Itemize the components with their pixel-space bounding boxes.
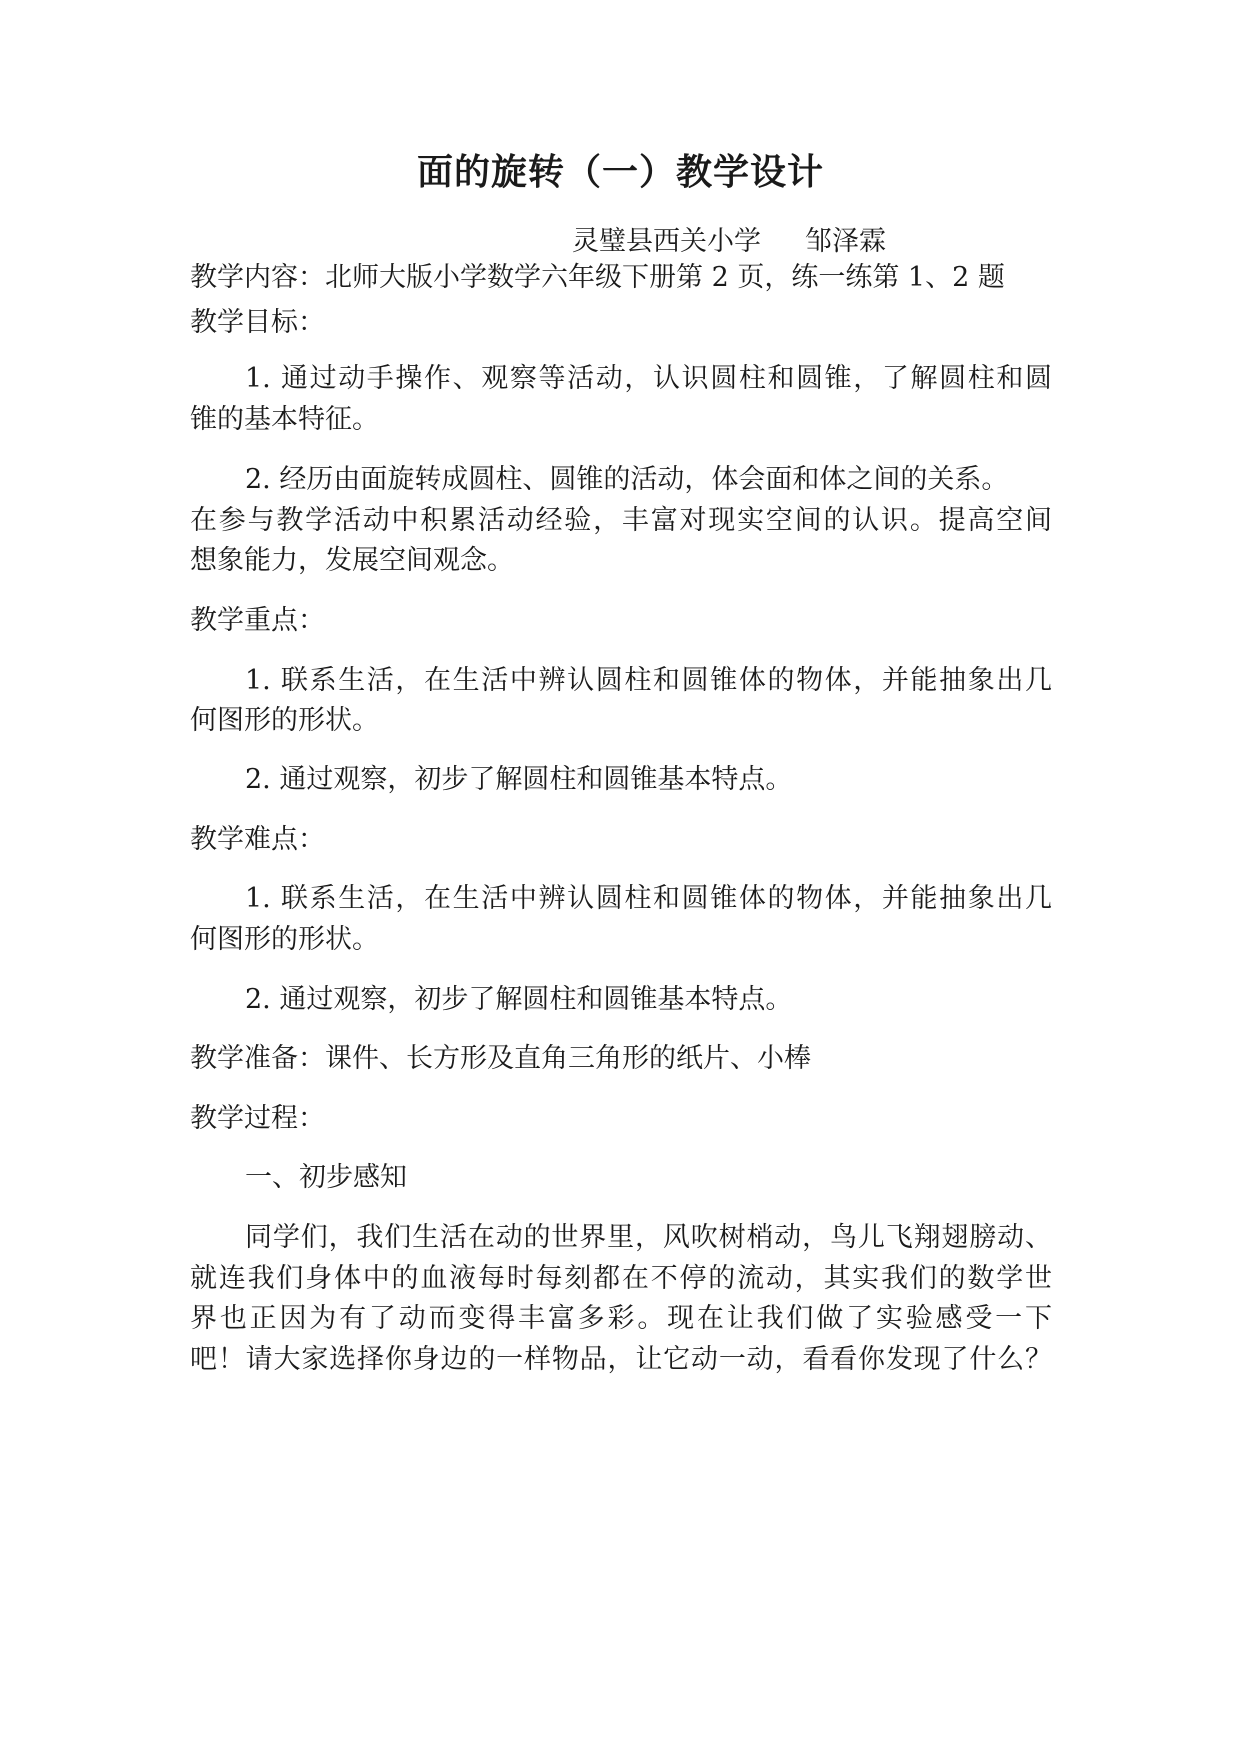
- paragraph-line: 1. 联系生活，在生活中辨认圆柱和圆锥体的物体，并能抽象出几: [245, 883, 1052, 914]
- paragraph-line: 锥的基本特征。: [190, 404, 379, 435]
- process-heading: 教学过程：: [190, 1103, 325, 1134]
- paragraph-line: 何图形的形状。: [190, 705, 379, 736]
- difficulties-heading: 教学难点：: [190, 824, 325, 855]
- paragraph-line: 吧！请大家选择你身边的一样物品，让它动一动，看看你发现了什么？: [190, 1344, 1052, 1375]
- paragraph-line: 就连我们身体中的血液每时每刻都在不停的流动，其实我们的数学世: [190, 1263, 1052, 1294]
- teaching-goals-heading: 教学目标：: [190, 307, 325, 338]
- paragraph-line: 在参与教学活动中积累活动经验，丰富对现实空间的认识。提高空间: [190, 505, 1052, 536]
- paragraph-line: 何图形的形状。: [190, 924, 379, 955]
- paragraph-line: 2. 通过观察，初步了解圆柱和圆锥基本特点。: [245, 984, 793, 1015]
- section-heading: 一、初步感知: [245, 1162, 407, 1193]
- paragraph-line: 2. 经历由面旋转成圆柱、圆锥的活动，体会面和体之间的关系。: [245, 464, 1009, 495]
- preparation-line: 教学准备：课件、长方形及直角三角形的纸片、小棒: [190, 1043, 811, 1074]
- author-name: 邹泽霖: [805, 226, 886, 257]
- paragraph-line: 想象能力，发展空间观念。: [190, 545, 514, 576]
- paragraph-line: 同学们，我们生活在动的世界里，风吹树梢动，鸟儿飞翔翅膀动、: [245, 1222, 1052, 1253]
- paragraph-line: 界也正因为有了动而变得丰富多彩。现在让我们做了实验感受一下: [190, 1303, 1052, 1334]
- document-title: 面的旋转（一）教学设计: [416, 151, 824, 193]
- author-school: 灵璧县西关小学: [572, 226, 761, 257]
- paragraph-line: 1. 联系生活，在生活中辨认圆柱和圆锥体的物体，并能抽象出几: [245, 665, 1052, 696]
- teaching-content-line: 教学内容：北师大版小学数学六年级下册第 2 页，练一练第 1、2 题: [190, 262, 1005, 293]
- paragraph-line: 2. 通过观察，初步了解圆柱和圆锥基本特点。: [245, 764, 793, 795]
- author-line: [572, 222, 886, 262]
- paragraph-line: 1. 通过动手操作、观察等活动，认识圆柱和圆锥，了解圆柱和圆: [245, 363, 1052, 394]
- key-points-heading: 教学重点：: [190, 605, 325, 636]
